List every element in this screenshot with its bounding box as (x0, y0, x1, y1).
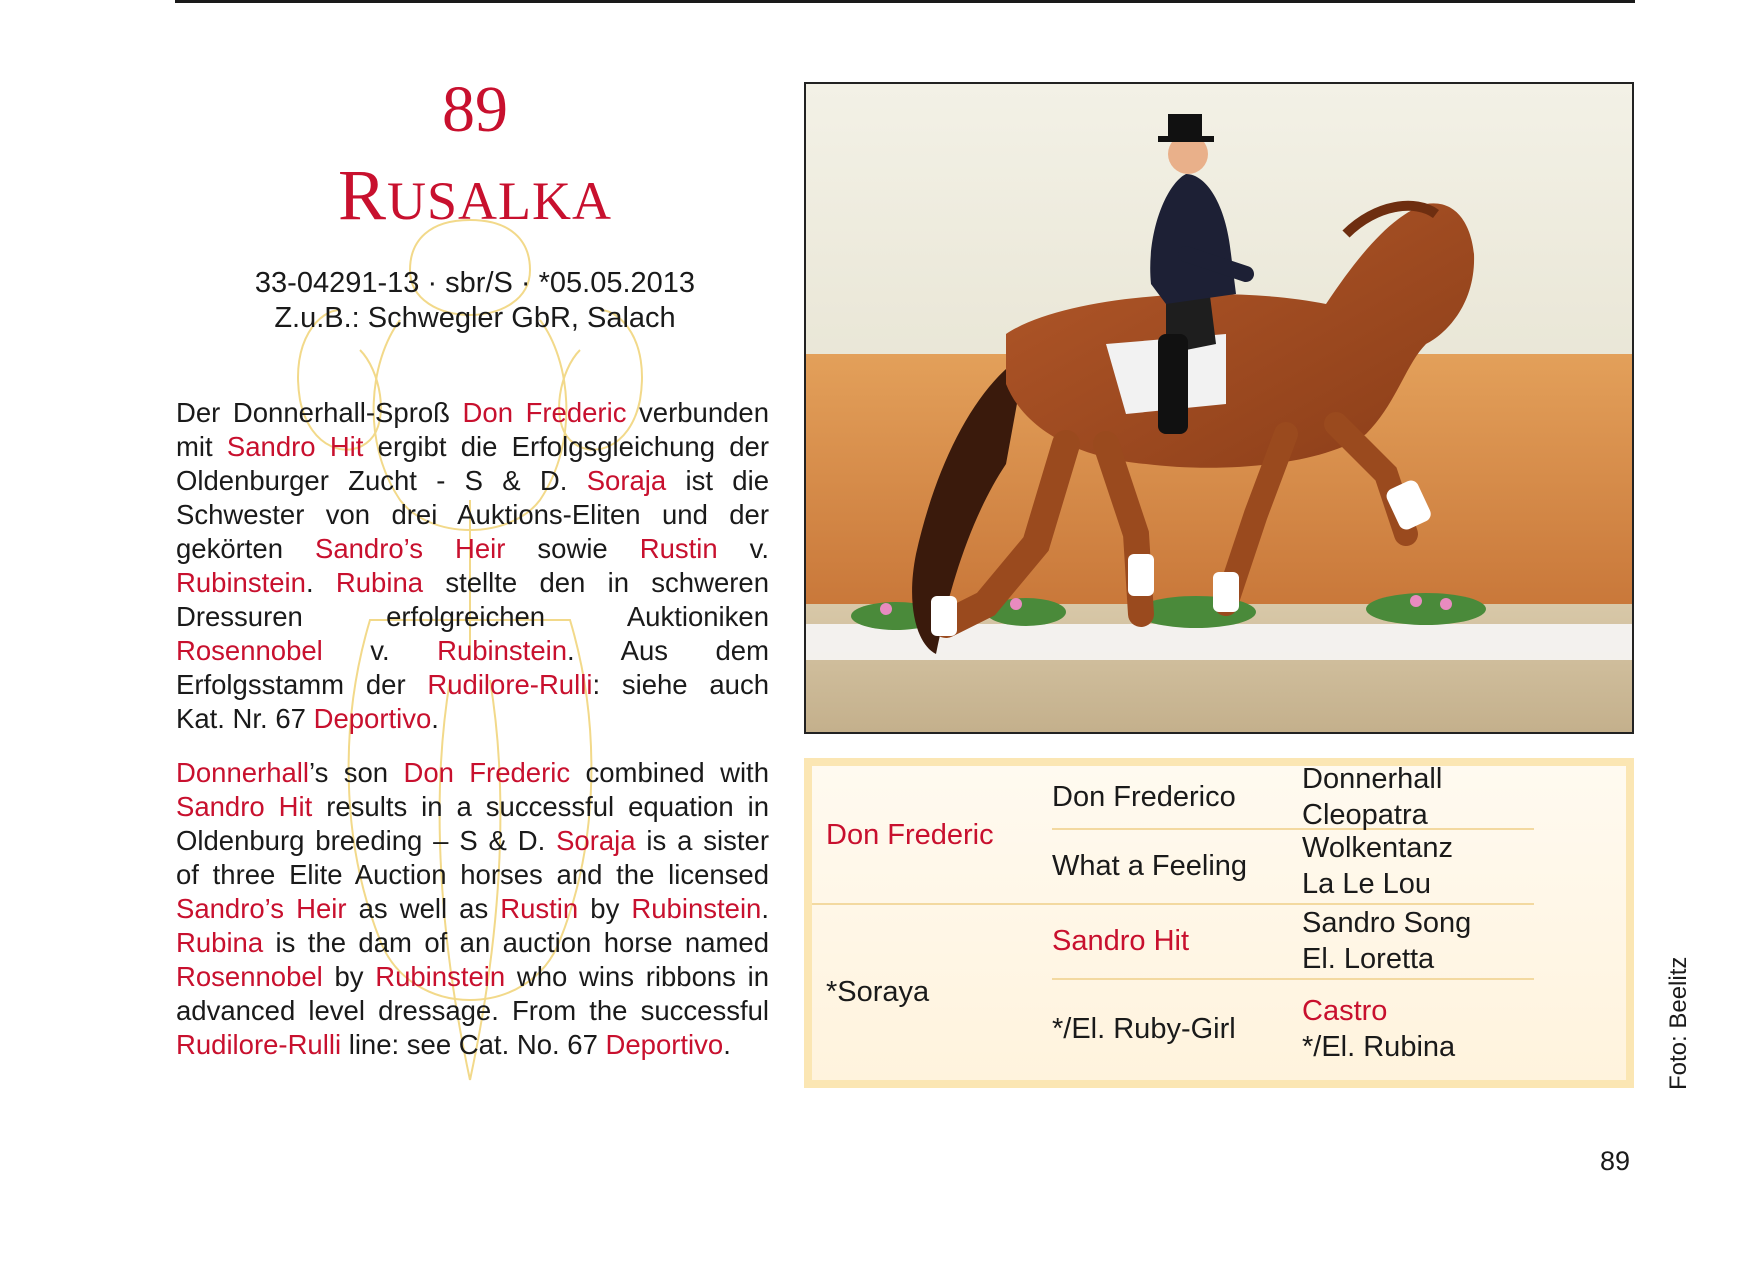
text-run: ergibt die Erfolgsgleichung der Oldenburger Zucht - S & D. (176, 431, 769, 496)
horse-name-link: Sandro’s Heir (315, 533, 506, 564)
text-run: : siehe auch Kat. Nr. 67 (176, 669, 769, 734)
pedigree-dam-sire: Sandro Hit (1052, 924, 1190, 957)
horse-name-link: Rosennobel (176, 961, 323, 992)
horse-name-link: Soraja (556, 825, 636, 856)
pedigree-sire-dam: What a Feeling (1052, 849, 1248, 882)
horse-name-link: Rubinstein (437, 635, 568, 666)
text-run: line: see Cat. No. 67 (341, 1029, 606, 1060)
text-run: . (761, 893, 769, 924)
text-run: by (578, 893, 632, 924)
text-run: verbunden mit (176, 397, 770, 462)
horse-name-link: Rubinstein (176, 567, 306, 598)
text-run: ist die Schwester von drei Auktions-Eliten und der gekörten (176, 465, 769, 564)
pedigree-sire-sire-sire: Donnerhall (1302, 763, 1443, 795)
description-german-paragraph (176, 396, 769, 736)
pedigree-sire: Don Frederic (826, 818, 994, 851)
pedigree-dam-dam-dam: */El. Rubina (1302, 1031, 1456, 1063)
horse-meta (175, 266, 775, 336)
horse-name-rest: USALKA (387, 171, 613, 231)
pedigree-dam-dam: */El. Ruby-Girl (1052, 1013, 1236, 1045)
lot-number: 89 (442, 73, 508, 146)
pedigree-sire-sire-dam: Cleopatra (1302, 799, 1428, 831)
pedigree-sire-dam-dam: La Le Lou (1302, 867, 1432, 900)
horse-name-link: Rustin (500, 893, 579, 924)
horse-name-link: Sandro Hit (176, 791, 313, 822)
pedigree-gen3-group (1302, 763, 1532, 831)
meta-line-1: 33-04291-13 · sbr/S · *05.05.2013 (254, 267, 696, 299)
text-run: . Aus dem Erfolgsstamm der (176, 635, 769, 700)
pedigree-dam-sire-sire: Sandro Song (1302, 906, 1472, 939)
description-english (176, 756, 769, 1062)
horse-name-initial: R (337, 155, 387, 235)
photo-credit: Foto: Beelitz (1665, 956, 1692, 1090)
pedigree-dam-dam-sire: Castro (1302, 995, 1388, 1027)
text-run: v. (717, 533, 769, 564)
description-english-paragraph (176, 756, 769, 1062)
text-run: . (723, 1029, 731, 1060)
horse-photo (804, 82, 1634, 734)
page-number: 89 (1600, 1146, 1631, 1176)
meta-line-2: Z.u.B.: Schwegler GbR, Salach (274, 302, 676, 334)
top-rule (175, 0, 1635, 3)
horse-name-link: Rubina (176, 927, 264, 958)
text-run: results in a successful equation in Oldenburg breeding – S & D. (176, 791, 769, 856)
pedigree-sire-sire: Don Frederico (1052, 781, 1236, 813)
horse-name-link: Rudilore-Rulli (427, 669, 593, 700)
dressage-photo-illustration (806, 84, 1632, 732)
description-german (176, 396, 769, 736)
text-run: who wins ribbons in advanced level dressage. From the successful (176, 961, 770, 1026)
horse-name-link: Rubinstein (375, 961, 506, 992)
text-run: is the dam of an auction horse named (263, 927, 769, 958)
pedigree-sire-dam-sire: Wolkentanz (1302, 831, 1453, 864)
text-run: v. (322, 635, 438, 666)
horse-name-link: Rosennobel (176, 635, 323, 666)
text-run: sowie (505, 533, 640, 564)
pedigree-gen3-group (1302, 828, 1532, 903)
horse-name-link: Don Frederic (403, 757, 571, 788)
horse-name-link: Rubinstein (631, 893, 762, 924)
text-run: stellte den in schweren Dressuren erfolgreichen Auktioniken (176, 567, 770, 632)
pedigree-dam-sire-dam: El. Loretta (1302, 942, 1435, 975)
horse-name-link: Rubina (335, 567, 424, 598)
text-run: by (322, 961, 376, 992)
text-run: as well as (346, 893, 501, 924)
pedigree-dam: *Soraya (826, 975, 930, 1008)
pedigree-table (804, 758, 1634, 1088)
lot-header (175, 70, 775, 336)
text-run: . (305, 567, 336, 598)
horse-name-link: Sandro’s Heir (176, 893, 347, 924)
text-run: is a sister of three Elite Auction horses and the licensed (176, 825, 770, 890)
pedigree-gen3-group (1302, 903, 1532, 978)
horse-name-link: Rustin (639, 533, 718, 564)
horse-name-link: Deportivo (313, 703, 432, 734)
horse-name-link: Deportivo (605, 1029, 724, 1060)
text-run: Der Donnerhall-Sproß (176, 397, 463, 428)
text-run: ’s son (309, 757, 404, 788)
horse-name (175, 152, 775, 244)
horse-name-link: Don Frederic (462, 397, 627, 428)
horse-name-link: Soraja (586, 465, 667, 496)
horse-name-link: Rudilore-Rulli (176, 1029, 342, 1060)
text-run: . (431, 703, 439, 734)
horse-name-link: Donnerhall (176, 757, 310, 788)
horse-name-link: Sandro Hit (226, 431, 364, 462)
pedigree-gen3-group (1302, 978, 1532, 1080)
text-run: combined with (570, 757, 769, 788)
